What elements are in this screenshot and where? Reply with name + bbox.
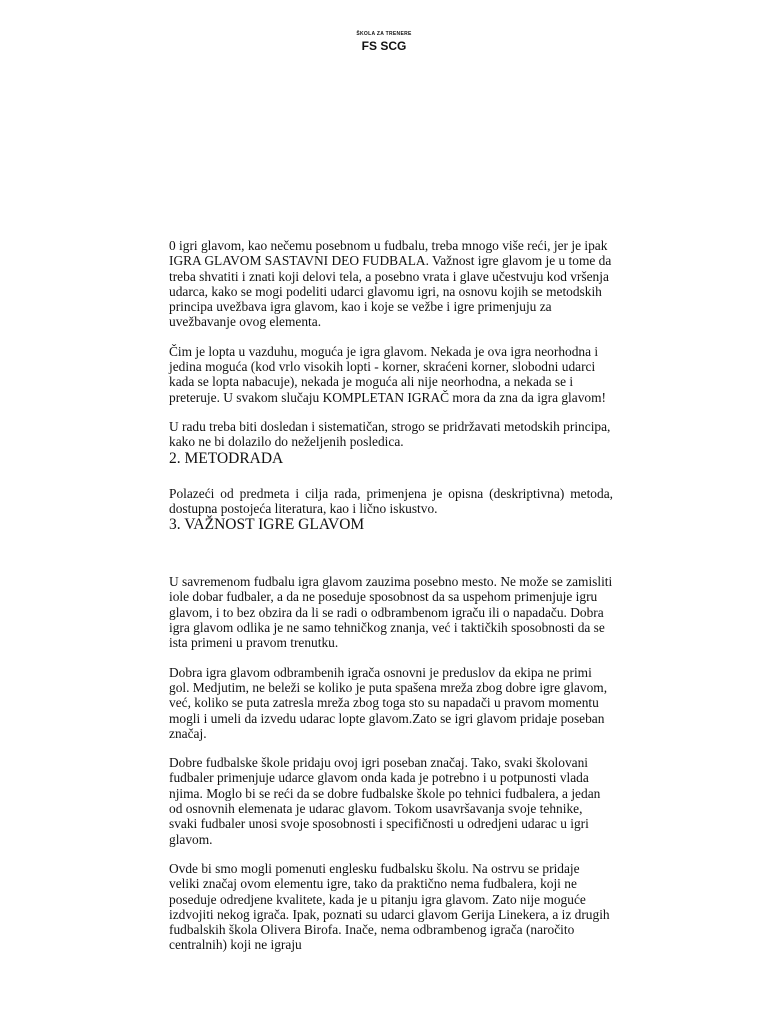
intro-paragraph-3: U radu treba biti dosledan i sistematičan, strogo se pridržavati metodskih principa, kako ne bi dolazilo do neželjenih posledica. xyxy=(169,418,611,450)
method-paragraph: Polazeći od predmeta i cilja rada, primenjena je opisna (deskriptivna) metoda, dostupna postojeća literatura, kao i lično iskustvo. xyxy=(169,485,613,516)
section-spacer xyxy=(169,534,613,574)
importance-paragraph-3: Dobre fudbalske škole pridaju ovoj igri poseban značaj. Tako, svaki školovani fudbaler primenjuje udarce glavom onda kada je potrebno i u potpunosti vlada njima. Moglo bi se reći da se dobre fudbalske škole po tehnici fudbalera, a jedan od osnovnih elemenata je udarac glavom. Tokom usavršavanja svoje tehnike, svaki fudbaler unosi svoje sposobnosti i specifičnosti u odredjeni udarac u igri glavom. xyxy=(169,755,601,847)
page-header xyxy=(0,31,768,53)
header-school-label: ŠKOLA ZA TRENERE xyxy=(356,31,412,37)
intro-paragraph-1: 0 igri glavom, kao nečemu posebnom u fudbalu, treba mnogo više reći, jer je ipak IGRA GLAVOM SASTAVNI DEO FUDBALA. Važnost igre glavom je u tome da treba shvatiti i znati koji delovi tela, a posebno vrata i glave učestvuju kod vršenja udarca, kako se mogi podeliti udarci glavomu igri, na osnovu kojih se metodskih principa uvežbava igra glavom, kao i koje se vežbe i igre primenjuju za uvežbavanje ovog elementa. xyxy=(169,238,612,330)
document-body xyxy=(169,238,613,953)
section-spacer xyxy=(169,468,613,486)
importance-paragraph-4: Ovde bi smo mogli pomenuti englesku fudbalsku školu. Na ostrvu se pridaje veliki značaj ovom elementu igre, tako da praktično nema fudbalera, koji ne poseduje odredjene kvalitete, kada je u pitanju igra glavom. Zato nije moguće izdvojiti nekog igrača. Ipak, poznati su udarci glavom Gerija Linekera, a iz drugih fudbalskih škola Olivera Birofa. Inače, nema odbrambenog igrača (naročito centralnih) koji ne igraju xyxy=(169,860,610,953)
intro-paragraph-2: Čim je lopta u vazduhu, moguća je igra glavom. Nekada je ova igra neorhodna i jedina moguća (kod vrlo visokih lopti - korner, skraćeni korner, slobodni udarci kada se lopta nabacuje), nekada je moguća ali nije neorhodna, a nekada se i preteruje. U svakom slučaju KOMPLETAN IGRAČ mora da zna da igra glavom! xyxy=(169,343,606,405)
section-heading-method: 2. METODRADA xyxy=(169,449,284,467)
importance-paragraph-1: U savremenom fudbalu igra glavom zauzima posebno mesto. Ne može se zamisliti iole dobar fudbaler, a da ne poseduje sposobnost da sa uspehom primenjuje igru glavom, i to bez obzira da li se radi o odbrambenom igraču ili o napadaču. Dobra igra glavom odlika je ne samo tehničkog znanja, već i taktičkih sposobnosti da se ista primeni u pravom trenutku. xyxy=(169,574,613,651)
section-heading-importance: 3. VAŽNOST IGRE GLAVOM xyxy=(169,516,365,534)
importance-paragraph-2: Dobra igra glavom odbrambenih igrača osnovni je preduslov da ekipa ne primi gol. Medjutim, ne beleži se koliko je puta spašena mreža zbog dobre igre glavom, već, koliko se puta zatresla mreža zbog toga sto su napadači u pravom momentu mogli i umeli da izvedu udarac lopte glavom.Zato se igri glavom pridaje poseban značaj. xyxy=(169,664,608,741)
header-org-title: FS SCG xyxy=(361,39,407,53)
